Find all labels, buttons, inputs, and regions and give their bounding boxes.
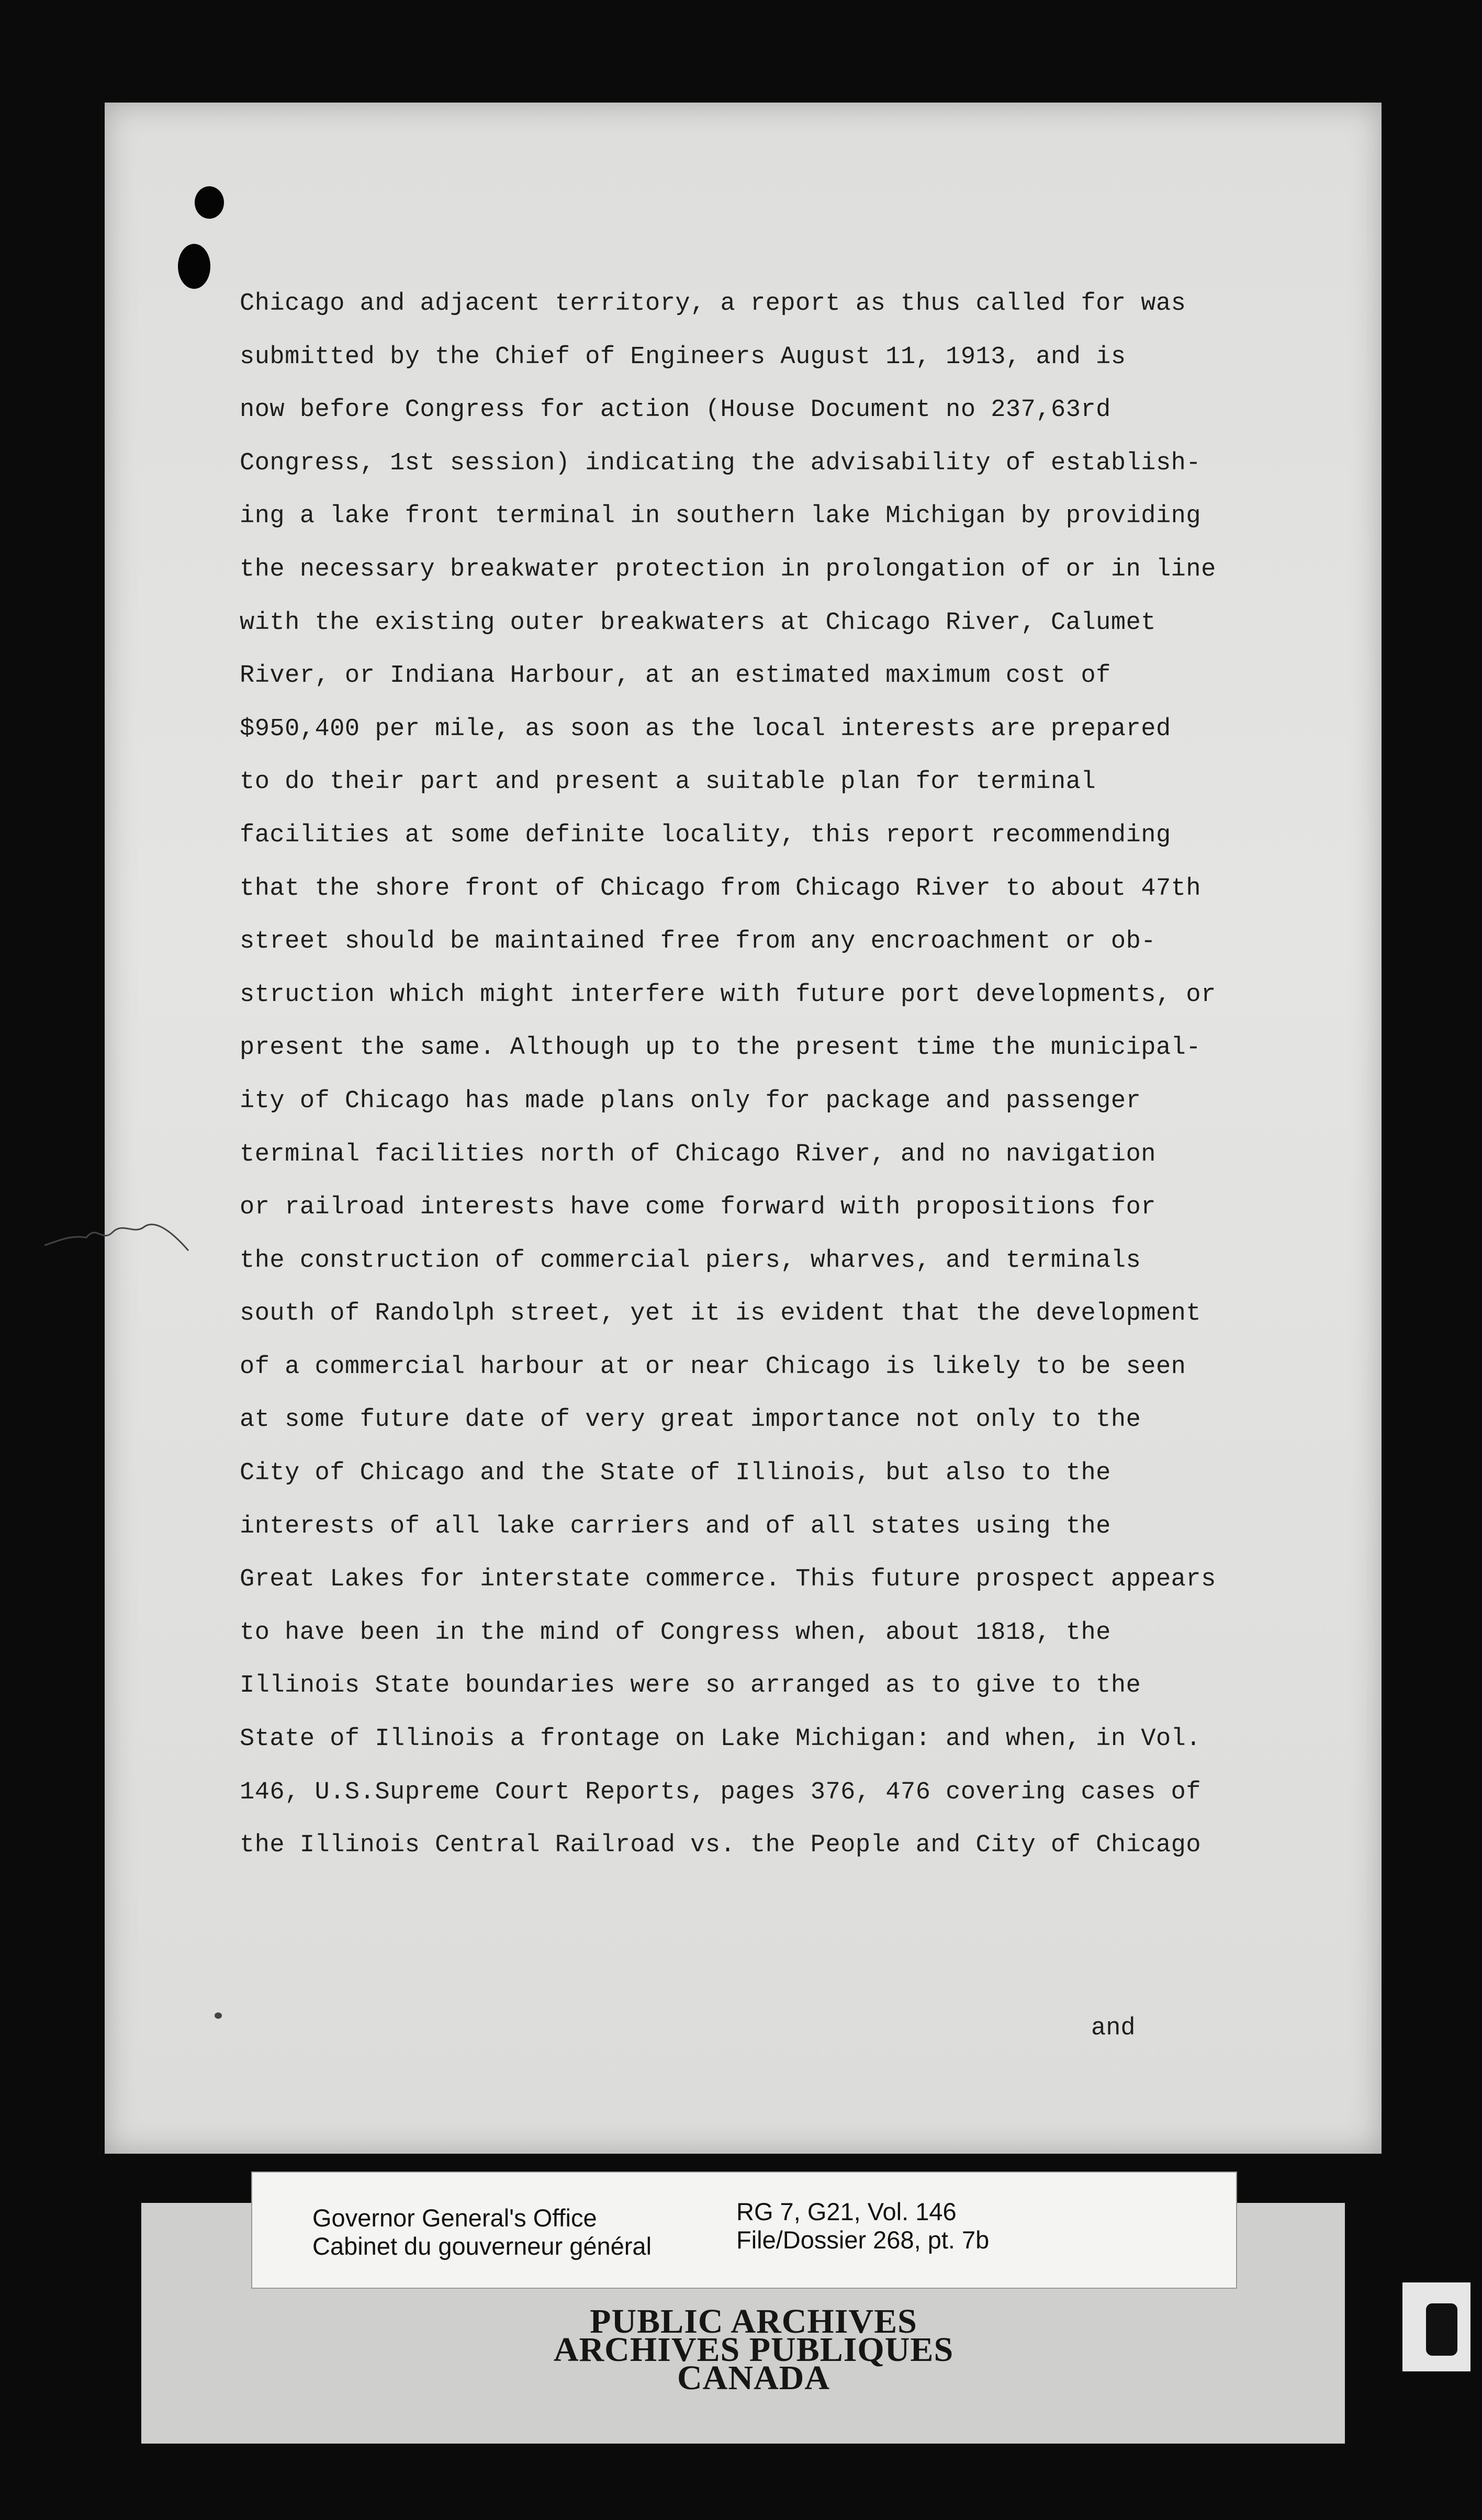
punch-hole-icon xyxy=(178,244,210,289)
text-line: Great Lakes for interstate commerce. This future prospect appears xyxy=(240,1566,1216,1594)
text-line: the Illinois Central Railroad vs. the People and City of Chicago xyxy=(240,1831,1202,1860)
text-line: of a commercial harbour at or near Chicago is likely to be seen xyxy=(240,1353,1186,1381)
file-number: File/Dossier 268, pt. 7b xyxy=(736,2226,990,2254)
text-line: Illinois State boundaries were so arranged as to give to the xyxy=(240,1672,1141,1700)
stamp-line-2: ARCHIVES PUBLIQUES xyxy=(553,2331,954,2369)
text-line: to do their part and present a suitable plan for terminal xyxy=(240,768,1096,796)
margin-scribble-icon xyxy=(39,1203,196,1266)
text-line: at some future date of very great importance not only to the xyxy=(240,1406,1141,1434)
text-line: City of Chicago and the State of Illinois, but also to the xyxy=(240,1459,1111,1488)
text-line: struction which might interfere with future port developments, or xyxy=(240,981,1216,1009)
text-line: 146, U.S.Supreme Court Reports, pages 376, 476 covering cases of xyxy=(240,1778,1202,1806)
archive-label-office xyxy=(312,2204,652,2260)
text-line: interests of all lake carriers and of all states using the xyxy=(240,1512,1111,1540)
typed-body-text xyxy=(240,277,1286,1872)
office-english: Governor General's Office xyxy=(312,2204,597,2232)
text-line: with the existing outer breakwaters at Chicago River, Calumet xyxy=(240,609,1156,637)
text-line: submitted by the Chief of Engineers August 11, 1913, and is xyxy=(240,343,1126,371)
text-line: that the shore front of Chicago from Chicago River to about 47th xyxy=(240,874,1202,903)
punch-hole-icon xyxy=(195,186,224,219)
archive-label xyxy=(251,2172,1237,2289)
text-line: State of Illinois a frontage on Lake Michigan: and when, in Vol. xyxy=(240,1725,1202,1753)
stamp-line-3: CANADA xyxy=(677,2359,830,2397)
text-line: the construction of commercial piers, wharves, and terminals xyxy=(240,1246,1141,1275)
text-line: street should be maintained free from any encroachment or ob- xyxy=(240,928,1156,956)
text-line: River, or Indiana Harbour, at an estimated maximum cost of xyxy=(240,662,1111,690)
text-line: Congress, 1st session) indicating the advisability of establish- xyxy=(240,449,1202,477)
text-line: to have been in the mind of Congress when, about 1818, the xyxy=(240,1618,1111,1647)
ink-spot xyxy=(215,2012,222,2019)
text-line: facilities at some definite locality, this report recommending xyxy=(240,821,1171,849)
text-line: now before Congress for action (House Document no 237,63rd xyxy=(240,396,1111,424)
text-line: $950,400 per mile, as soon as the local interests are prepared xyxy=(240,715,1171,743)
film-sprocket xyxy=(1402,2282,1470,2371)
sprocket-hole-icon xyxy=(1426,2303,1457,2356)
text-line: or railroad interests have come forward with propositions for xyxy=(240,1194,1156,1222)
text-line: the necessary breakwater protection in prolongation of or in line xyxy=(240,555,1216,583)
text-line: present the same. Although up to the present time the municipal- xyxy=(240,1034,1202,1062)
text-line: south of Randolph street, yet it is evident that the development xyxy=(240,1300,1202,1328)
text-line: ing a lake front terminal in southern lake Michigan by providing xyxy=(240,502,1202,531)
record-group: RG 7, G21, Vol. 146 xyxy=(736,2198,957,2225)
archive-label-reference xyxy=(736,2198,989,2254)
office-french: Cabinet du gouverneur général xyxy=(312,2232,652,2260)
archive-stamp xyxy=(262,2302,1245,2397)
stamp-line-1: PUBLIC ARCHIVES xyxy=(590,2302,917,2341)
text-line: terminal facilities north of Chicago River, and no navigation xyxy=(240,1140,1156,1168)
text-line: ity of Chicago has made plans only for package and passenger xyxy=(240,1087,1141,1115)
catchword: and xyxy=(1091,2015,1136,2042)
text-line: Chicago and adjacent territory, a report as thus called for was xyxy=(240,290,1186,318)
